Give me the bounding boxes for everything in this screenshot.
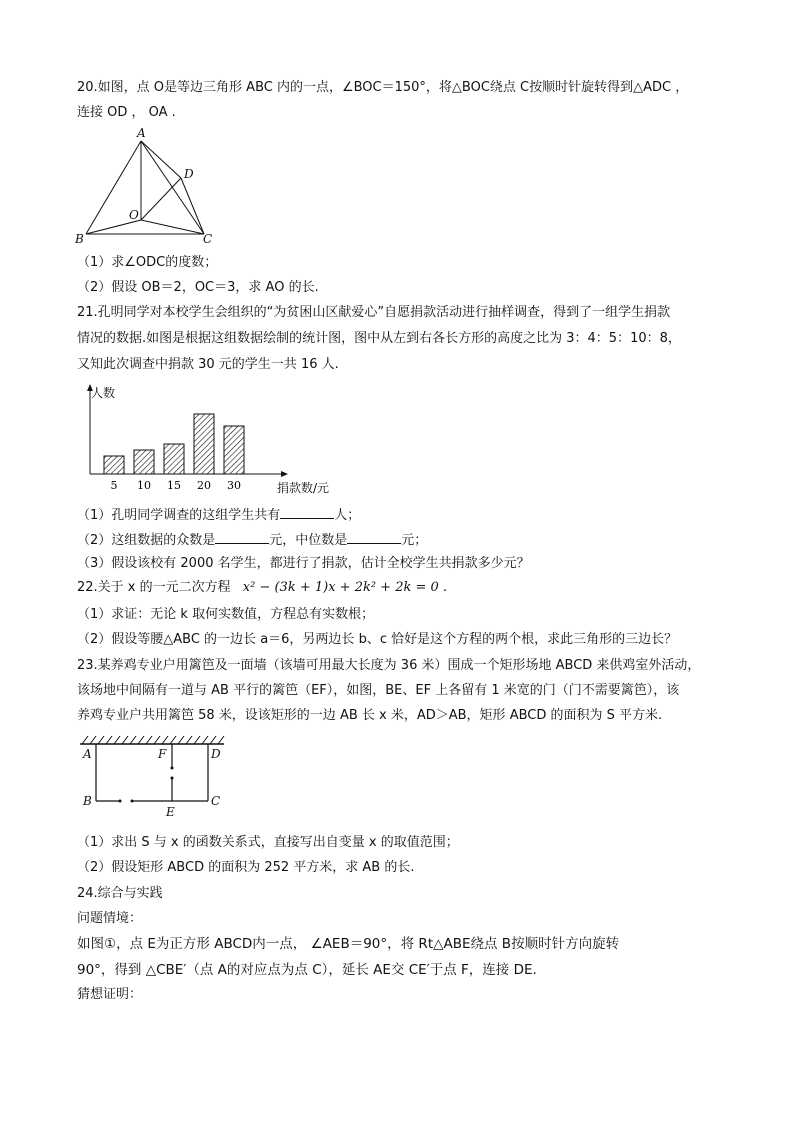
q24-situation: 问题情境： — [77, 911, 143, 926]
q24-line2: 90°，得到 △CBE′（点 A的对应点为点 C），延长 AE交 CE′于点 F，连接 DE. — [77, 962, 537, 978]
q21-sub2-text-c: 元； — [401, 533, 428, 548]
q21-line1: 21.孔明同学对本校学生会组织的“为贫困山区献爱心”自愿捐款活动进行抽样调查，得到了一组学生捐款 — [77, 305, 671, 320]
q21-sub1-unit: 人； — [334, 508, 361, 523]
answer-blank-mode[interactable] — [215, 531, 269, 544]
fence-label-b: B — [83, 794, 92, 808]
q22-equation: x² − (3k + 1)x + 2k² + 2k = 0 . — [242, 580, 448, 595]
q22-stem: 22.关于 x 的一元二次方程 — [77, 580, 231, 595]
q21-sub3: （3）假设该校有 2000 名学生，都进行了捐款，估计全校学生共捐款多少元？ — [77, 556, 530, 571]
label-o: O — [129, 208, 139, 222]
q21-line2: 情况的数据.如图是根据这组数据绘制的统计图，图中从左到右各长方形的高度之比为 3：4：5：10：8， — [77, 331, 681, 346]
q23-sub1: （1）求出 S 与 x 的函数关系式，直接写出自变量 x 的取值范围； — [77, 835, 459, 850]
tick-label-20: 20 — [197, 479, 211, 492]
label-d: D — [184, 167, 194, 181]
q22-line1 — [77, 580, 447, 596]
label-b: B — [75, 232, 84, 246]
q20-sub2: （2）假设 OB＝2，OC＝3，求 AO 的长. — [77, 280, 319, 295]
q21-sub1 — [77, 506, 360, 524]
tick-label-5: 5 — [110, 479, 118, 492]
q20-line2: 连接 OD ， OA . — [77, 105, 176, 120]
tick-label-15: 15 — [167, 479, 181, 492]
fence-label-c: C — [211, 794, 221, 808]
y-axis-label: 人数 — [91, 386, 116, 400]
x-axis-label: 捐款数/元 — [277, 481, 330, 495]
q21-line3: 又知此次调查中捐款 30 元的学生一共 16 人. — [77, 357, 339, 372]
q21-sub2-text-b: 元，中位数是 — [269, 533, 348, 548]
q22-sub1: （1）求证：无论 k 取何实数值，方程总有实数根； — [77, 607, 375, 622]
q23-line3: 养鸡专业户共用篱笆 58 米，设该矩形的一边 AB 长 x 米，AD＞AB，矩形 ABCD 的面积为 S 平方米. — [77, 708, 663, 723]
q23-line1: 23.某养鸡专业户用篱笆及一面墙（该墙可用最大长度为 36 米）围成一个矩形场地 ABCD 来供鸡室外活动， — [77, 658, 701, 673]
tick-label-30: 30 — [227, 479, 241, 492]
triangle-diagram — [72, 130, 222, 248]
q20-sub1: （1）求∠ODC的度数； — [77, 255, 218, 270]
bar-30 — [224, 426, 244, 474]
bar-15 — [164, 444, 184, 474]
q21-sub1-text: （1）孔明同学调查的这组学生共有 — [77, 508, 281, 523]
q20-figure — [72, 126, 222, 248]
q23-figure — [76, 733, 228, 823]
label-c: C — [203, 232, 213, 246]
fence-label-d: D — [211, 747, 221, 761]
q21-sub2-text-a: （2）这组数据的众数是 — [77, 533, 216, 548]
bar-10 — [134, 450, 154, 474]
bar-chart-svg — [78, 382, 338, 494]
answer-blank-total[interactable] — [280, 506, 334, 519]
answer-blank-median[interactable] — [347, 531, 401, 544]
q22-sub2: （2）假设等腰△ABC 的一边长 a＝6，另两边长 b、c 恰好是这个方程的两个根，求此三角形的三边长？ — [77, 632, 678, 647]
fence-label-e: E — [166, 805, 175, 819]
tick-label-10: 10 — [137, 479, 151, 492]
wall-hatching — [82, 736, 224, 744]
q20-line1: 20.如图，点 O是等边三角形 ABC 内的一点，∠BOC＝150°，将△BOC绕点 C按顺时针旋转得到△ADC ， — [77, 80, 689, 95]
q24-line1: 如图①，点 E为正方形 ABCD内一点， ∠AEB＝90°，将 Rt△ABE绕点 B按顺时针方向旋转 — [77, 936, 620, 952]
fence-label-a: A — [83, 747, 92, 761]
label-a: A — [137, 126, 146, 140]
q24-title: 24.综合与实践 — [77, 886, 163, 901]
q23-sub2: （2）假设矩形 ABCD 的面积为 252 平方米，求 AB 的长. — [77, 860, 415, 875]
bar-chart — [78, 382, 338, 494]
q24-guess: 猜想证明： — [77, 987, 143, 1002]
q23-line2: 该场地中间隔有一道与 AB 平行的篱笆（EF），如图，BE、EF 上各留有 1 米宽的门（门不需要篱笆），该 — [77, 683, 680, 698]
q21-sub2 — [77, 531, 427, 549]
x-axis-arrow — [281, 471, 288, 477]
fence-label-f: F — [158, 747, 167, 761]
bar-5 — [104, 456, 124, 474]
fence-diagram — [76, 733, 228, 823]
bar-20 — [194, 414, 214, 474]
